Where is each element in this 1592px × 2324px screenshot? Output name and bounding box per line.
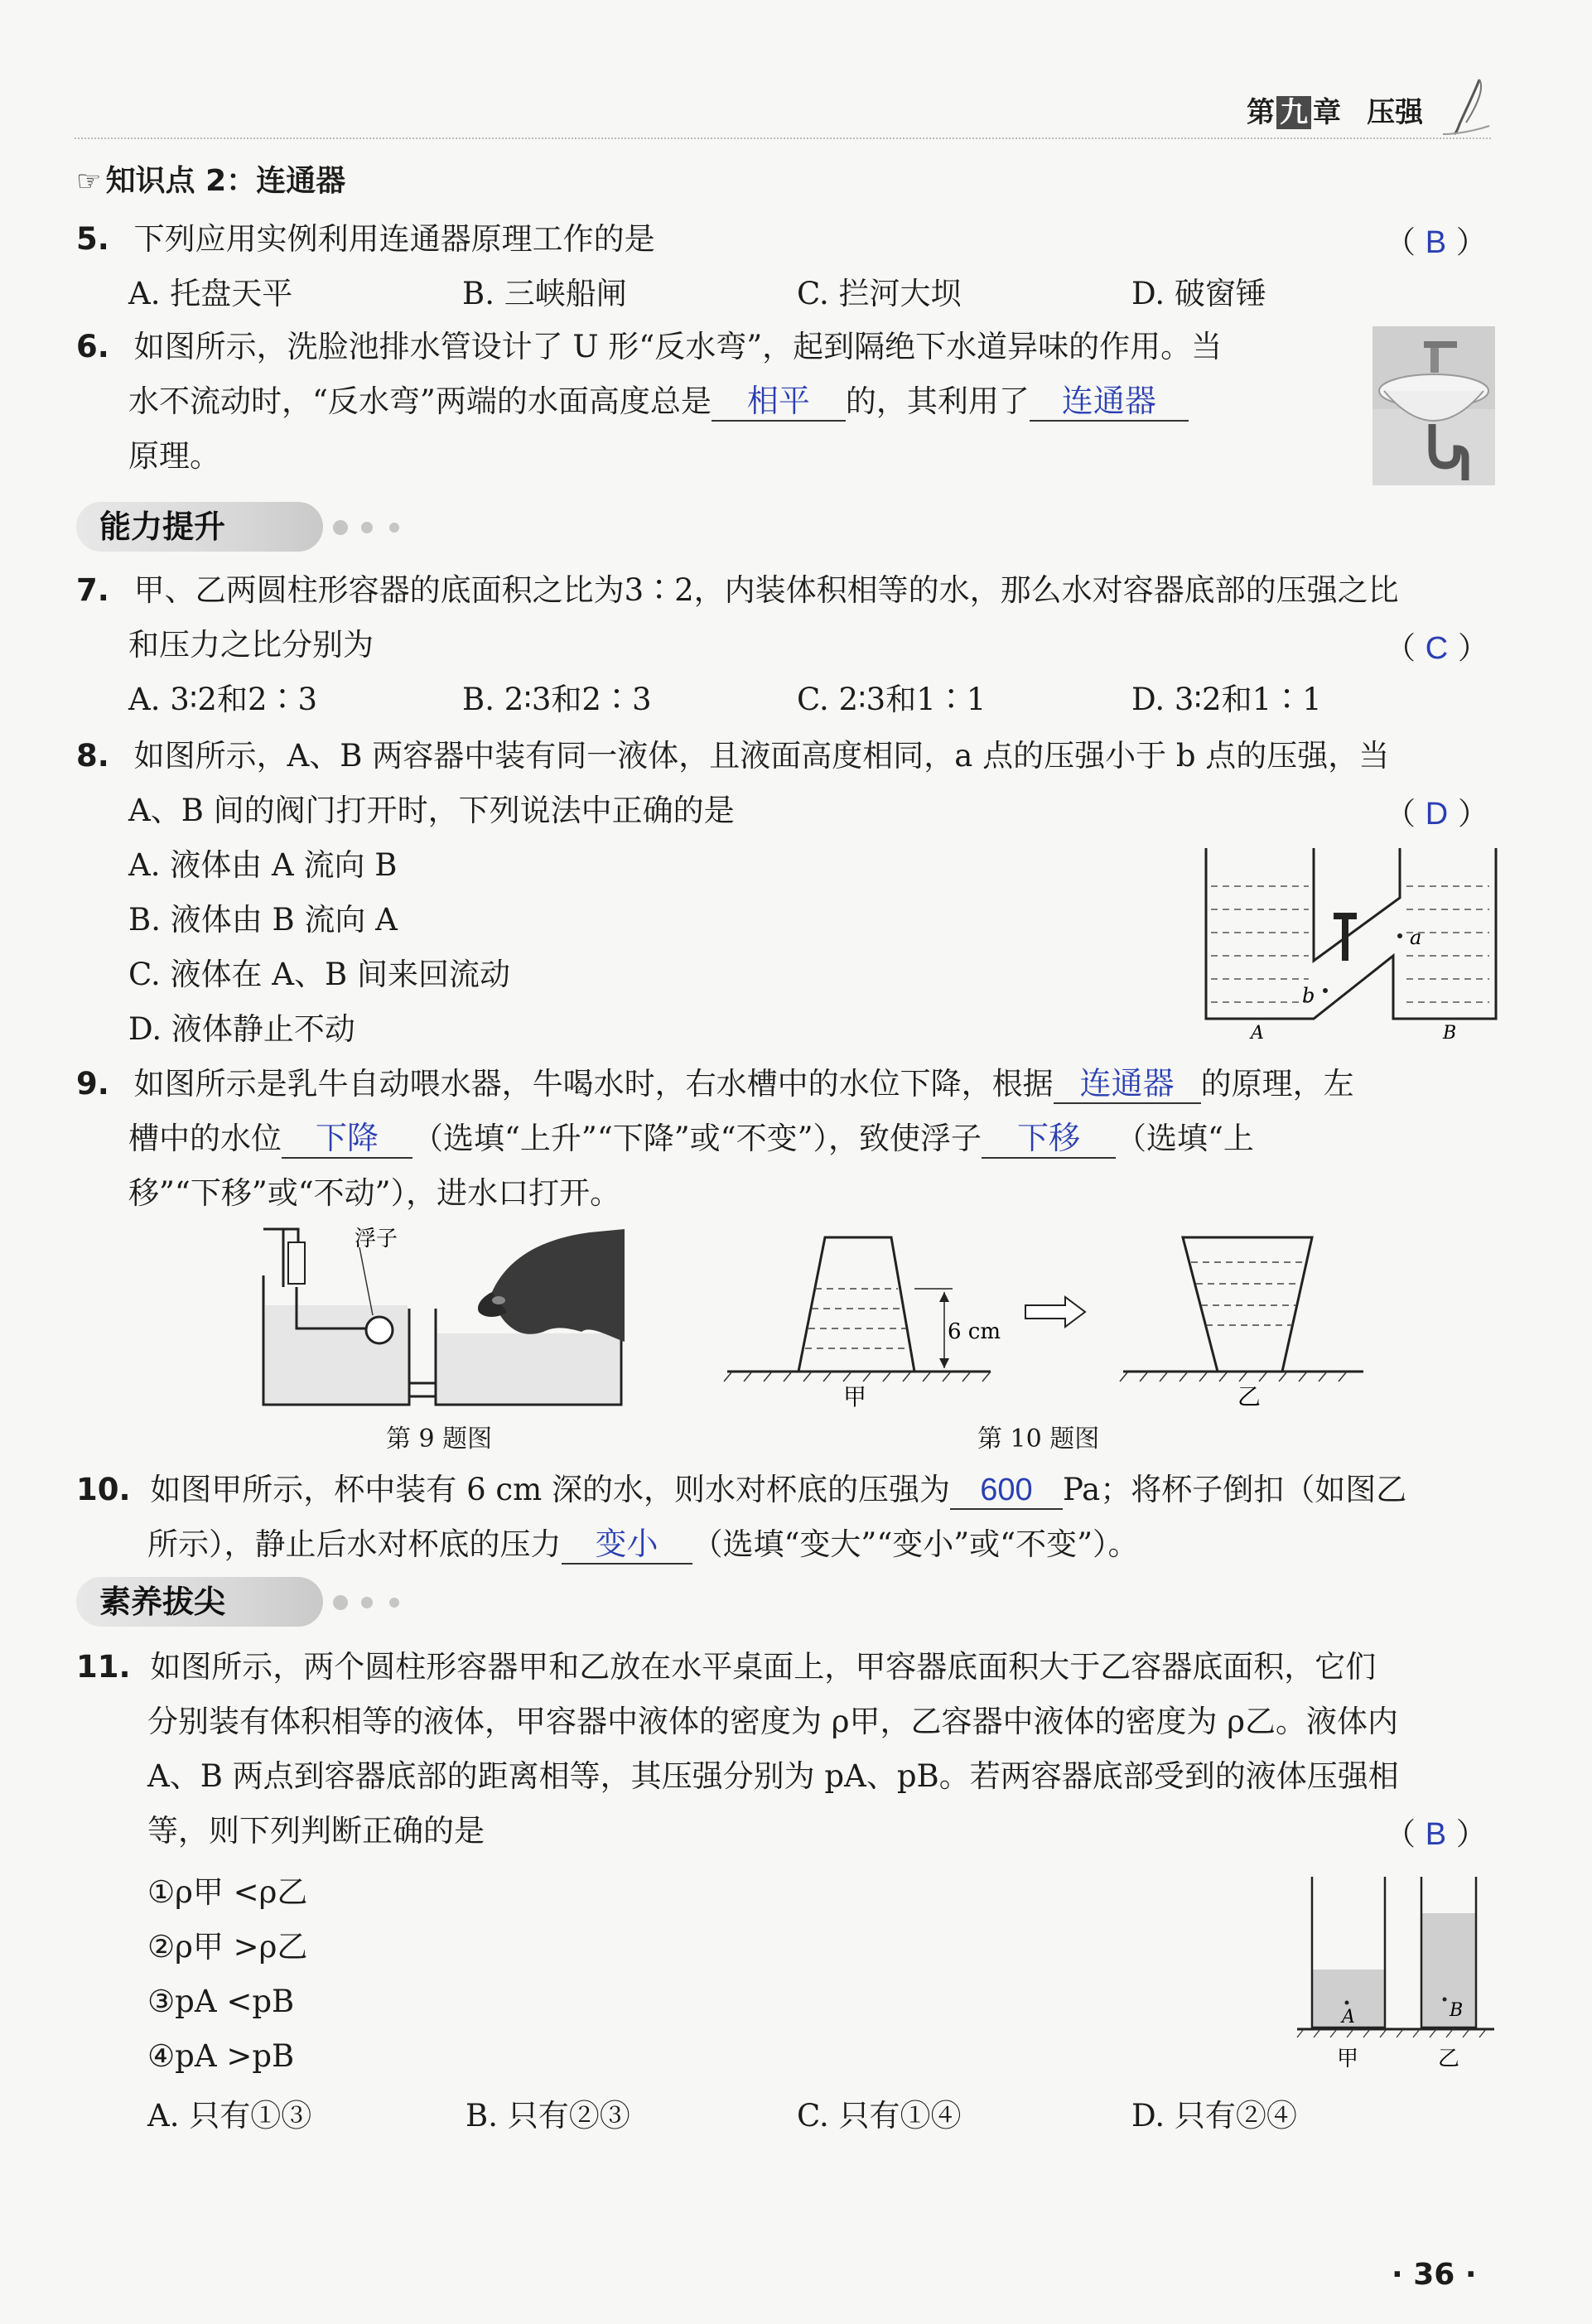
option-b: B. 三峡船闸: [462, 276, 627, 311]
answer-choice: C: [1425, 631, 1449, 666]
knowledge-point-label: 知识点 2：连通器: [105, 164, 346, 198]
question-text: 下列应用实例利用连通器原理工作的是: [133, 221, 655, 257]
question-11-line1: [76, 1640, 1376, 1695]
question-text: 槽中的水位: [128, 1121, 282, 1156]
question-text: 甲、乙两圆柱形容器的底面积之比为3∶2，内装体积相等的水，那么水对容器底部的压强之比: [133, 572, 1399, 608]
section-header-excellence: [76, 1577, 323, 1627]
question-text: Pa；将杯子倒扣（如图乙: [1062, 1472, 1407, 1507]
section-title: 能力提升: [99, 509, 226, 545]
question-number: 7.: [76, 572, 109, 608]
answer-bracket: （ D ）: [1385, 796, 1488, 832]
knowledge-point: [76, 157, 345, 207]
container-b-label: B: [1443, 1023, 1457, 1042]
question-number: 10.: [76, 1472, 131, 1507]
question-text: 如图所示是乳牛自动喂水器，牛喝水时，右水槽中的水位下降，根据: [133, 1066, 1054, 1102]
question-text: 水不流动时，“反水弯”两端的水面高度总是: [128, 383, 712, 419]
question-number: 8.: [76, 738, 109, 774]
statement-4: ④pA >pB: [147, 2038, 295, 2074]
container-yi-label: 乙: [1438, 2047, 1460, 2071]
section-dot: [333, 520, 348, 535]
question-9-line1: [76, 1057, 1354, 1111]
question-text: 的原理，左: [1200, 1066, 1354, 1102]
q9-cow-feeder-figure: [258, 1226, 631, 1416]
question-11-line2: 分别装有体积相等的液体，甲容器中液体的密度为 ρ甲，乙容器中液体的密度为 ρ乙。液体内: [147, 1704, 1399, 1739]
section-header-ability: [76, 502, 323, 552]
header-rule: [75, 137, 1491, 139]
section-dot: [361, 522, 373, 533]
option-b: B. 2∶3和2∶3: [462, 682, 652, 717]
question-8-line2: A、B 间的阀门打开时，下列说法中正确的是: [128, 793, 735, 828]
question-number: 6.: [76, 329, 109, 364]
washbasin-photo: [1372, 326, 1495, 485]
answer-blank: 连通器: [1030, 383, 1189, 422]
question-number: 9.: [76, 1066, 109, 1102]
question-6-line3: 原理。: [128, 438, 220, 474]
section-dot: [333, 1595, 348, 1610]
question-text: 的，其利用了: [845, 383, 1030, 419]
answer-choice: B: [1425, 1817, 1447, 1852]
answer-bracket: （ B ）: [1385, 1816, 1487, 1852]
question-9-line3: 移”“下移”或“不动”），进水口打开。: [128, 1175, 621, 1211]
point-a-label: A: [1342, 2007, 1355, 2027]
question-10-line2: [147, 1517, 1139, 1572]
question-11-line3: A、B 两点到容器底部的距离相等，其压强分别为 pA、pB。若两容器底部受到的液体压强相: [147, 1758, 1399, 1794]
option-b: B. 液体由 B 流向 A: [128, 902, 398, 938]
q10-cups-figure: [722, 1226, 1368, 1411]
q11-cylinders-figure: [1292, 1873, 1499, 2072]
section-dot: [389, 1598, 399, 1608]
depth-label: 6 cm: [948, 1319, 1001, 1344]
chapter-suffix: 章: [1313, 96, 1341, 129]
q8-containers-figure: [1201, 843, 1503, 1042]
float-label: 浮子: [355, 1227, 398, 1251]
option-d: D. 只有②④: [1131, 2098, 1297, 2134]
statement-3: ③pA <pB: [147, 1984, 295, 2019]
container-a-label: A: [1251, 1023, 1264, 1042]
answer-blank: 下降: [282, 1121, 412, 1159]
chapter-number: 九: [1276, 96, 1311, 129]
chapter-title: 压强: [1367, 96, 1424, 129]
option-c: C. 只有①④: [797, 2098, 962, 2134]
question-number: 11.: [76, 1649, 131, 1685]
question-text: 如图所示，洗脸池排水管设计了 U 形“反水弯”，起到隔绝下水道异味的作用。当: [133, 329, 1223, 364]
question-text: 所示），静止后水对杯底的压力: [147, 1526, 562, 1562]
answer-blank: 600: [950, 1472, 1063, 1510]
page-number: · 36 ·: [1392, 2258, 1477, 2292]
answer-choice: D: [1425, 797, 1449, 832]
figure-10-caption: 第 10 题图: [977, 1425, 1100, 1454]
option-d: D. 破窗锤: [1131, 276, 1266, 311]
option-c: C. 拦河大坝: [797, 276, 962, 311]
question-6-line2: [128, 374, 1189, 429]
section-dot: [389, 523, 399, 533]
cup-yi-label: 乙: [1237, 1383, 1262, 1410]
question-text: （选填“变大”“变小”或“不变”）。: [692, 1526, 1139, 1562]
section-title: 素养拔尖: [99, 1584, 226, 1620]
option-d: D. 液体静止不动: [128, 1011, 355, 1047]
question-text: 如图所示，两个圆柱形容器甲和乙放在水平桌面上，甲容器底面积大于乙容器底面积，它们: [150, 1649, 1377, 1685]
question-text: （选填“上升”“下降”或“不变”），致使浮子: [412, 1121, 982, 1156]
question-5: [76, 212, 655, 267]
answer-bracket: （ B ）: [1385, 224, 1487, 260]
question-10-line1: [76, 1463, 1406, 1517]
option-a: A. 3∶2和2∶3: [128, 682, 318, 717]
question-6-line1: [76, 320, 1222, 374]
question-text: 如图甲所示，杯中装有 6 cm 深的水，则水对杯底的压强为: [150, 1472, 950, 1507]
figure-9-caption: 第 9 题图: [386, 1425, 493, 1454]
question-number: 5.: [76, 221, 109, 257]
point-b-label: B: [1450, 2000, 1464, 2021]
section-dot: [361, 1597, 373, 1608]
container-jia-label: 甲: [1337, 2047, 1359, 2071]
pen-icon: [1441, 76, 1491, 139]
question-11-line4: 等，则下列判断正确的是: [147, 1813, 485, 1849]
option-d: D. 3∶2和1∶1: [1131, 682, 1322, 717]
answer-bracket: （ C ）: [1385, 630, 1488, 666]
option-a: A. 液体由 A 流向 B: [128, 847, 398, 883]
answer-choice: B: [1425, 225, 1447, 260]
chapter-prefix: 第: [1247, 96, 1275, 129]
question-7-line1: [76, 563, 1399, 618]
question-text: 如图所示，A、B 两容器中装有同一液体，且液面高度相同，a 点的压强小于 b 点的压强，当: [133, 738, 1390, 774]
question-text: （选填“上: [1116, 1121, 1254, 1156]
question-7-line2: 和压力之比分别为: [128, 627, 374, 663]
cup-jia-label: 甲: [843, 1383, 867, 1410]
pointing-hand-icon: ☞: [76, 165, 102, 198]
option-a: A. 只有①③: [147, 2098, 312, 2134]
chapter-header: [1247, 89, 1423, 136]
statement-2: ②ρ甲 >ρ乙: [147, 1929, 308, 1965]
answer-blank: 相平: [712, 383, 846, 422]
point-a-label: a: [1410, 926, 1422, 949]
option-c: C. 液体在 A、B 间来回流动: [128, 957, 510, 992]
option-b: B. 只有②③: [466, 2098, 630, 2134]
answer-blank: 变小: [562, 1526, 692, 1565]
answer-blank: 连通器: [1054, 1066, 1201, 1104]
question-8-line1: [76, 729, 1389, 784]
question-9-line2: [128, 1111, 1254, 1166]
statement-1: ①ρ甲 <ρ乙: [147, 1874, 308, 1910]
point-b-label: b: [1302, 984, 1315, 1007]
answer-blank: 下移: [982, 1121, 1116, 1159]
option-c: C. 2∶3和1∶1: [797, 682, 987, 717]
option-a: A. 托盘天平: [128, 276, 293, 311]
